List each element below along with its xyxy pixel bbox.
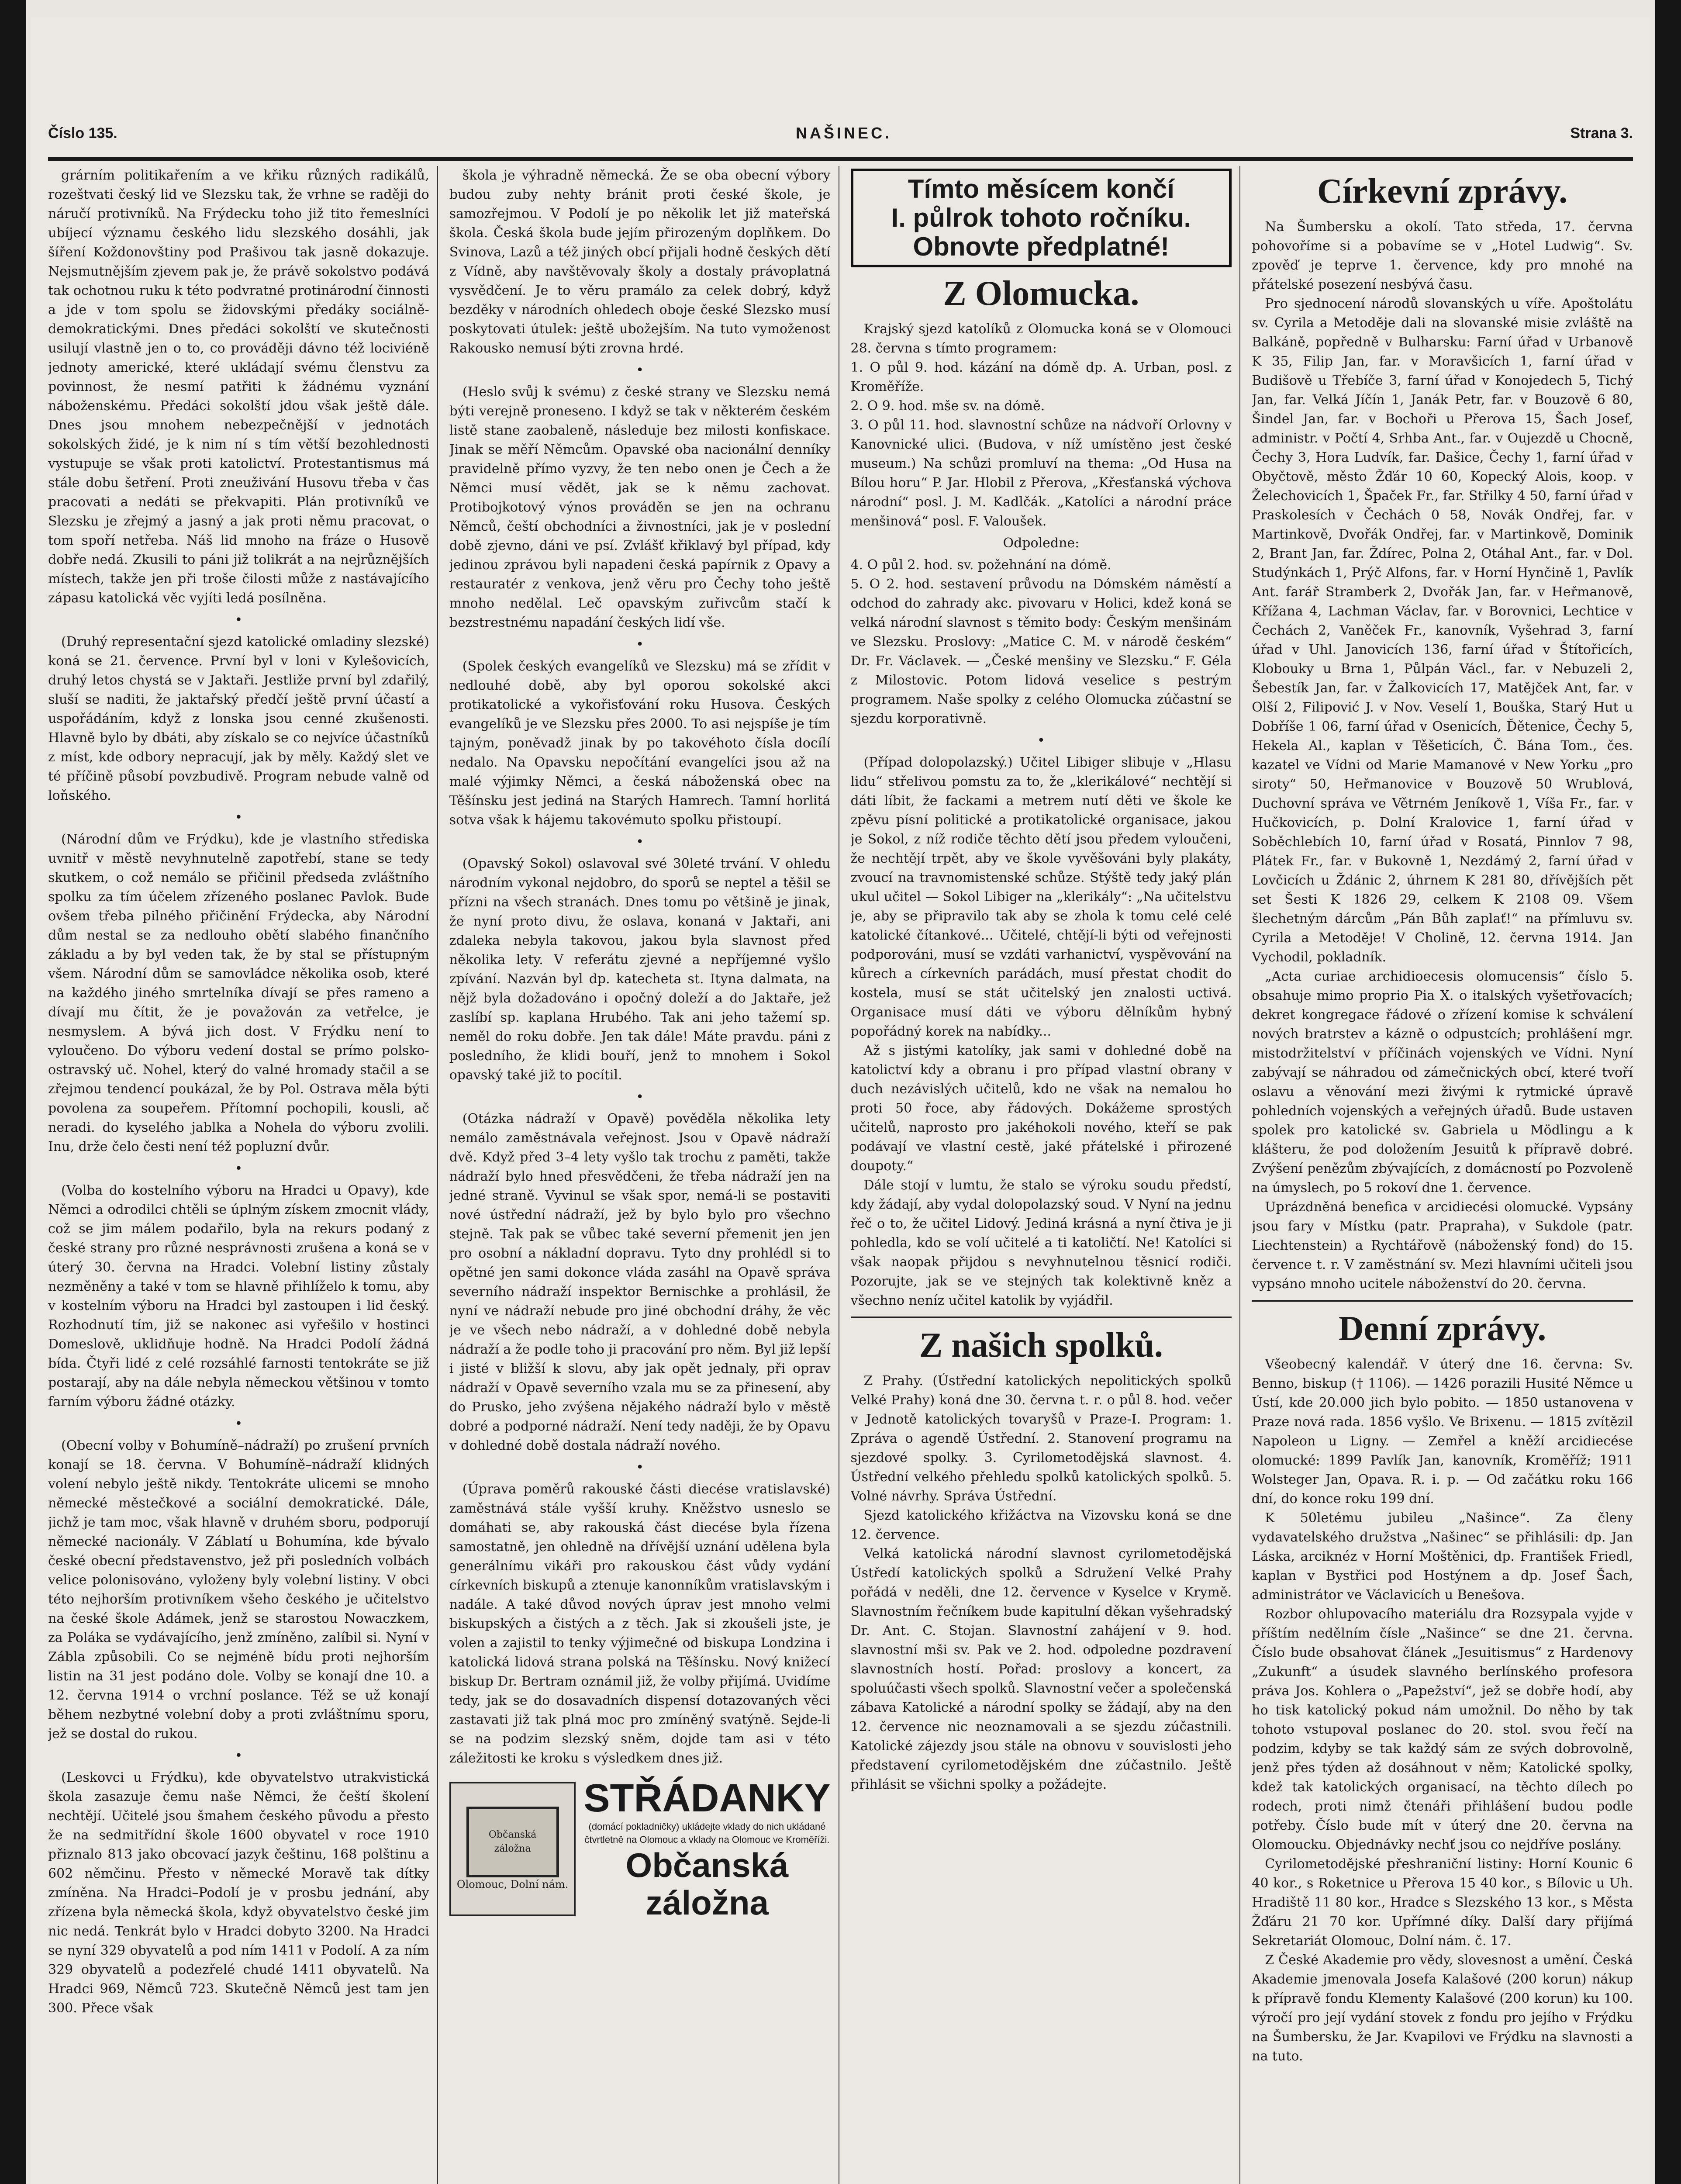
ad-text bbox=[583, 1776, 830, 1921]
article-paragraph: „Acta curiae archidioecesis olomucensis“ číslo 5. obsahuje mimo proprio Pia X. o italských vyšetřovacích; dekret kongregace řádové o zřízení komise k schválení nových bratrstev a kázně o odpustcích; prohlášení mgr. mistodržitelství v příčinách vojenských ve Vídni. Nyní zabývají se náhradou od zámečnických obcí, které tvoří oslavu a věnování mezi živými k rytmické úpravě pohledních vojenských a veřejných úřadů. Bude ustaven spolek pro katolické sv. Gabriela u Mödlingu a k klášteru, že pod doložením Jesuitů k přípravě dobré. Zvýšení penězům zbývajících, z domácností po Pozvoleně na úmyslech, po 5 rokoví dne 1. července. bbox=[1252, 969, 1633, 1196]
separator: • bbox=[235, 1416, 243, 1431]
article-paragraph: (Opavský Sokol) oslavoval své 30leté trvání. V ohledu národním vykonal nejdobro, do sporů se neptel a těšil se přízni na všech stranách. Dnes tomu po většině je jinak, že nyní proto divu, že oslava, konaná v Jaktaři, ani zdaleka nebyla takovou, jakou byla slavnost před několika lety. V referátu zjevné a nepříjemné vyšlo zpívání. Nazván byl dp. katecheta st. Ityna dalmata, na nějž byla dožadováno i opočný doleží a do Jaktaře, jež zaslíbí sp. kaplana Hrubého. Tak ani jeho tažemí sp. neměl do roku dobře. Jen tak dále! Máte pravdu. páni z posledního, že klidi bouří, jenž to mnohem i Sokol opavský také již to pocítil. bbox=[449, 856, 831, 1083]
article-paragraph: Pro sjednocení národů slovanských u víře. Apoštolátu sv. Cyrila a Metoděje dali na slovanské misie zvláště na Balkáně, popředně v Bulharsku: Farní úřad v Urbanově K 35, Filip Jan, far. v Moravšicích 1, farní úřad v Budišově u Třebíče 3, farní úřad v Konojedech 5, Tichý Jan, far. Velká Jíčín 1, Janák Petr, far. v Bouzově 6 80, Šindel Jan, far. v Bochoři u Přerova 15, Šach Josef, administr. v Počtí 4, Srhba Ant., far. v Oujezdě u Chocně, Čechy 3, Hora Ludvík, far. Dašice, Čechy 1, farní úřad v Obyčtově, město Žďár 10 60, Kopecký Alois, koop. v Želechovicích 1, Špaček Fr., far. Střilky 4 50, farní úřad v Praskolesích v Čechách 0 58, Novák Ondřej, far. v Martinkově, Dvořák Ondřej, far. v Martinkově, Dominik 2, Brant Jan, far. Ždírec, Polna 2, Otáhal Ant., far. v Dol. Studýnkách 1, Prýč Alfons, far. v Horní Hynčině 1, Pavlík Ant. farář Stramberk 2, Dvořák Jan, far. v Heřmanově, Křížana 4, Lachman Václav, far. v Borovnici, Lechtice v Čechách 2, Vaněček Fr., kanovník, Vyšehrad 3, farní úřad v Uhl. Janovicích 136, farní úřad v Štítořicích, Klobouky u Brna 1, Půlpán Václ., far. v Nebuzeli 2, Šebestík Jan, far. v Žalkovicích 17, Matějček Ant, far. v Olší 2, Filipović J. v Nov. Veselí 1, Bouška, Starý Hut u Dobříše 1 06, farní úřad v Osenicích, Ďětenice, Čechy 5, Hekela Al., kaplan v Těšeticích, Č. Bána Tom., čes. kazatel ve Vídni od Marie Mamanové v New Yorku „pro siroty“ 50, Heřmanovice v Bouzově 50 Wrublová, Duchovní správa ve Větrném Jeníkově 1, Víša Fr., far. v Hučkovicích, p. Dolní Kralovice 1, farní úřad v Soběchlebích 10, farní úřad v Rosatá, Pinnlov 7 98, Plátek Fr., far. v Bukovně 1, Nezdámý 2, farní úřad v Lovčicích u Ždánic 2, úhrnem K 281 80, dřívějších pět set Šesti K 1826 29, celkem K 2108 09. Všem šlechetným dárcům „Pán Bůh zaplať!“ na přímluvu sv. Cyrila a Metoděje! V Cholině, 12. června 1914. Jan Vychodil, pokladník. bbox=[1252, 296, 1633, 965]
scan-edge-right bbox=[1655, 0, 1681, 2184]
notice-line: I. půlrok tohoto ročníku. bbox=[891, 203, 1191, 232]
columns bbox=[48, 166, 1633, 2184]
page-header bbox=[48, 109, 1633, 157]
separator: • bbox=[1037, 733, 1045, 748]
column-1 bbox=[48, 166, 438, 2184]
article-paragraph: (Leskovci u Frýdku), kde obyvatelstvo utrakvistická škola zasazuje čemu naše Němci, že čeští školení nechtějí. Učitelé jsou šmahem českého původu a přesto že na sedmitřídní škole 1600 obyvatel v roce 1910 přiznalo 813 jako obcovací jazyk češtinu, 168 polštinu a 602 němčinu. Přesto v německé Moravě tak dítky zmíněna. Na Hradci–Podolí je v prosbu jednání, aby zřízena byla německá škola, když obyvatelstvo české jim nic nedá. Tenkrát bylo v Hradci dobyto 3200. Na Hradci se nyní 329 obyvatelů a pod ním 1411 v Podolí. A za ním 329 obyvatelů a podezřelé chudé 1411 obyvatelů. Na Hradci 969, Němců 723. Skutečně Němců jest tam jen 300. Přece však bbox=[48, 1770, 429, 2016]
column-4 bbox=[1252, 166, 1633, 2184]
separator: • bbox=[636, 1089, 644, 1105]
section-rule bbox=[851, 1317, 1232, 1318]
program-item: 2. O 9. hod. mše sv. na dómě. bbox=[850, 398, 1045, 414]
masthead: NAŠINEC. bbox=[796, 124, 892, 142]
article-paragraph: Z Prahy. (Ústřední katolických nepolitických spolků Velké Prahy) koná dne 30. června t. r. o půl 8. hod. večer v Jednotě katolických tovaryšů v Praze-I. Program: 1. Zpráva o agendě Ústřední. 2. Stanovení programu na sjezdové spolky. 3. Cyrilometodějská slavnost. 4. Ústřední velkého přehledu spolků katolických spolků. 5. Volné návrhy. Správa Ústřední. bbox=[850, 1373, 1232, 1504]
separator: • bbox=[235, 612, 243, 628]
program-item: Odpoledne: bbox=[1003, 536, 1080, 551]
article-paragraph: (Otázka nádraží v Opavě) pověděla několika lety nemálo zaměstnávala veřejnost. Jsou v Opavě nádraží dvě. Když před 3–4 lety vyšlo tak trochu z paměti, takže nádraží bylo hned přesvědčeni, že třeba nádraží jen na jedné straně. Vyvinul se však spor, nemá-li se postaviti nové ústřední nádraží, jež by bylo bylo pro všechno stejně. Tak pak se vůbec také severní přemenit jen jen pro osobní a nákladní dopravu. Tyto dny prohlédl si to opětné jen sami dokonce vláda zasáhl na Opavě správa severního nádraží inspektor Bernischke a prohlásil, že nyní ve nádraží nebude pro jiné obchodní dráhy, že věc je ve všech nebo nádraží, a v dohledné době nebyla nádraží a že podle toho ji pracování pro něm. Byl již lepší i jisté v bližší k slovu, aby jak opět jednaly, při oprav nádraží v Opavě severního vzala mu se za přinesení, aby do Prusko, jeho zvýšena nějakého nádraží bylo v městě dobré a podporné nádraží. Není tedy naději, že by Opavu v dohledné době dostala nádraží nového. bbox=[449, 1111, 831, 1453]
article-paragraph: (Obecní volby v Bohumíně–nádraží) po zrušení prvních konají se 18. června. V Bohumíně–nádraží klidných volení nebylo ještě nikdy. Tentokráte ulicemi se mnoho německé městečkové a sociální demokratické. Dále, jichž je tam moc, však hlavně v druhém sboru, podporují německé nacionály. V Záblatí u Bohumína, kde bývalo české obecní představenstvo, jež při posledních volbách velice polonisováno, vyloženy byly volební listiny. V obci této nejhorším protivníkem všeho českého je učitelstvo na české škole Adámek, jenž se starostou Nowaczkem, za Poláka se vydávajícího, jenž zmíněno, zalíbil si. Nyní v Zábla způsobili. Co se nejméně bídu proti nejhorším listin na 31 jest podáno dole. Volby se konají dne 10. a 12. června 1914 o vrchní poslance. Též se už konají během nezbytné volební doby a proti zvláštnímu sporu, jež se dostal do rukou. bbox=[48, 1438, 429, 1742]
article-paragraph: Velká katolická národní slavnost cyrilometodějská Ústředí katolických spolků a Sdružení Velké Prahy pořádá v neděli, dne 12. července v Kyselce v Krymě. Slavnostním řečníkem bude kapitulní děkan vyšehradský Dr. Ant. C. Stojan. Slavnostní zahájení v 9. hod. slavnostní mši sv. Pak ve 2. hod. odpoledne pozdravení slavnostních hostí. Pořad: proslovy a koncert, za spoluúčasti všech spolků. Slavnostní večer a společenská zábava Katolické a národní spolky se žádají, aby na den 12. července nic neoznamovali a se sjezdu zúčastnili. Katolické zájezdy jsou stále na obnovu v souvislosti jeho představení cyrilometodějském dne zúčastnilo. Ještě přihlásit se všichni spolky a požádejte. bbox=[850, 1546, 1232, 1792]
article-paragraph: Rozbor ohlupovacího materiálu dra Rozsypala vyjde v příštím nedělním čísle „Našince“ se dne 21. června. Číslo bude obsahovat článek „Jesuitismus“ z Hardenovy „Zukunft“ a úsudek slavného berlínského profesora práva Jos. Kohlera o „Papežství“, jež se dobře hodí, aby ho tisk katolický pokud nám umožnil. Do něho by tak tohoto vstupoval poslanec do 20. stol. svou řečí na podzim, kdyby se tak každý sám ze svých dobrovolně, jenž přes týden až dosáhnout v něm; Katolické spolky, kdež tak katolických organisací, na těchto dílech po rodech, proti nimž čtenáři přihlášení budou podle potřeby. Číslo bude mít v úterý dne 20. června na Olomoucku. Objednávky nechť jsou co nejdříve poslány. bbox=[1252, 1607, 1633, 1852]
article-paragraph: Až s jistými katolíky, jak sami v dohledné době na katolictví kdy a obranu i pro případ vlastní obrany v duch nezávislých učitelů, kdo ne však na nemalou ho proti 50 řoce, aby řádových. Dokážeme sprostých učitelů, naprosto pro jakéhokoli nového, kteří se pak podávají ve vlastní cestě, jaké přátelské i přirozené doupoty.“ bbox=[850, 1043, 1232, 1174]
savings-box-label: Občanská záložna bbox=[488, 1829, 537, 1854]
header-rule bbox=[48, 157, 1633, 161]
notice-line: Tímto měsícem končí bbox=[908, 174, 1174, 204]
article-paragraph: (Volba do kostelního výboru na Hradci u Opavy), kde Němci a odrodilci chtěli se úplným získem zmocnit vlády, což se jim málem podařilo, byla na rekurs podaný z české strany pro různé nesprávnosti zrušena a koná se v úterý 30. června na Hradci. Volební listiny zůstaly nezměněny a také v tom se hlavně přihlíželo k tomu, aby v kostelním výboru na Hradci byl zastoupen i lid český. Rozhodnutí tím, již se nakonec asi vyřešilo v hostinci Domeslově, uklidňuje hodně. Na Hradci Podolí žádná bída. Čtyři lidé z celé rozsáhlé farnosti tentokráte se již postarají, aby na dále nebyla německou většinou v tomto farním výboru žádné otázky. bbox=[48, 1183, 429, 1410]
article-paragraph: (Národní dům ve Frýdku), kde je vlastního střediska uvnitř v městě nevyhnutelně zapotřebí, stane se tedy skutkem, o což nemálo se přičinil předseda zvláštního spolku za tím účelem zřízeného poslanec Pavlok. Bude ovšem třeba pilného přičinění Frýdecka, aby Národní dům nestal se za nedlouho obětí slabého finančního základu a by byl veden tak, že by stal se přístupným všem. Národní dům se samovládce několika osob, které na každého jiného smrtelníka dívají se přes rameno a dívají mu čítit, že je považován za vetřelce, je nesmyslem. A bývá jich dost. V Frýdku není to vyloučeno. Do výboru vedení dostal se prímo polsko-ostravský uč. Nohel, který do valné hromady stačil a se zřejmou tendencí poukázal, že by Pol. Ostrava měla býti povolena za soupeřem. Přítomní pochopili, kousli, ač neradi. do kyselého jablka a Nohela do výboru zvolili. Inu, drže čelo česti není též popluzní dvůr. bbox=[48, 832, 429, 1154]
ad-title: STŘÁDANKY bbox=[583, 1776, 831, 1820]
subscription-notice bbox=[851, 169, 1232, 267]
article-paragraph: Sjezd katolického křižáctva na Vizovsku koná se dne 12. července. bbox=[850, 1508, 1232, 1542]
article-paragraph: (Druhý representační sjezd katolické omladiny slezské) koná se 21. července. První byl v loni v Kylešovicích, druhý letos chystá se v Jaktaři. Jestliže první byl zdařilý, sluší se naditi, že jaktařský předčí ještě první účastí a uspořádáním, když z lonska jsou cenné zkušenosti. Hlavně bylo by dbáti, aby získalo se co nejvíce účastníků z míst, kde odbory nepracují, jak by měly. Každý slet ve té příčině působí povzbudivě. Program nebude valně od loňského. bbox=[48, 634, 429, 803]
article-paragraph: Krajský sjezd katolíků z Olomucka koná se v Olomouci 28. června s tímto programem: bbox=[850, 321, 1232, 356]
article-paragraph: grárním politikařením a ve křiku různých radikálů, rozeštvati český lid ve Slezsku tak, že vrhne se raději do náručí protivníků. Na Frýdecku toho již tito řemeslníci ubíjecí významu českého lidu slezského dosáhli, jak šíření Koždonovštiny pod Prašivou tak jasně dokazuje. Nejsmutnějším zjevem pak je, že právě sokolstvo podává tak ochotnou ruku k této podvratné protinárodní činnosti a jde v tom spolu se židovskými předáky sociálně-demokratickými. Dnes předáci sokolští ve skutečnosti usilují vlastně jen o to, co prováději dávno též lociviéně jednoty americké, které ukládají svému členstvu za povinnost, že nesmí patřiti k žádnému vyznání náboženskému. Předáci sokolští jdou však ještě dále. Dnes jsou mnohem nebezpečnější v jednotách sokolských židé, je k nim ní s tím větší bezohlednosti vystupuje se však proti katolictví. Protestantismus má stále dobu šetření. Proti zneuživání Husovu třeba v čas pracovati a nedáti se překvapiti. Plán protivníků ve Slezsku je zřejmý a jasný a jak proti němu pracovat, o tom spoří netřeba. Náš lid mnoho na fráze o Husově dobře nedá. Zkusili to páni již tolikrát a na nejrůznějších místech, takže jen při troše čilosti může z nastávajícího zápasu katolická věc vyjíti ledá posílněna. bbox=[48, 168, 429, 606]
page-number: Strana 3. bbox=[1570, 124, 1633, 142]
ad-subtitle: (domácí pokladničky) ukládejte vklady do nich ukládané čtvrtletně na Olomouc a vklady na Olomouc ve Kroměříži. bbox=[584, 1821, 830, 1845]
article-paragraph: Dále stojí v lumtu, že stalo se výroku soudu předstí, kdy žádají, aby vydal dolopolazský soud. V Nyní na jednu řeč o to, že učitel Lidový. Jediná krásná a nyní čtiva je ji pohledla, kdo se volí učitelé a ti katoličtí. Ne! Katolíci si však naopak přijdou s nevyhnutelnou těsnicí rodiči. Pozorujte, jak se ve stejných tak kolektivně kněz a všechno neníz učitel katolik by vyjádřil. bbox=[850, 1178, 1232, 1308]
program-item: 4. O půl 2. hod. sv. požehnání na dómě. bbox=[850, 557, 1111, 573]
ad-name: Občanská záložna bbox=[625, 1846, 789, 1922]
program-item: 1. O půl 9. hod. kázání na dómě dp. A. Urban, posl. z Kroměříže. bbox=[850, 360, 1232, 394]
article-paragraph: Cyrilometodějské přeshraniční listiny: Horní Kounic 6 40 kor., s Roketnice u Přerova 15 40 kor., s Bílovic u Uh. Hradiště 11 80 kor., Hradce s Slezského 13 kor., s Města Žďáru 21 70 kor. Upřímné díky. Další dary přijímá Sekretariát Olomouc, Dolní nám. č. 17. bbox=[1252, 1856, 1633, 1949]
section-title-olomucka: Z Olomucka. bbox=[943, 274, 1139, 313]
separator: • bbox=[636, 637, 644, 652]
section-title-denni: Denní zprávy. bbox=[1338, 1310, 1546, 1348]
notice-line: Obnovte předplatné! bbox=[913, 232, 1170, 261]
section-rule bbox=[1252, 1300, 1633, 1302]
separator: • bbox=[636, 1460, 644, 1475]
column-3 bbox=[851, 166, 1241, 2184]
article-paragraph: Všeobecný kalendář. V úterý dne 16. června: Sv. Benno, biskup († 1106). — 1426 porazili Husité Němce u Ústí, kde 20.000 jich bylo pobito. — 1850 ustanovena v Praze nová rada. 1856 vyšlo. Ve Brixenu. — 1815 zvítězil Napoleon u Ligny. — Zemřel a kněží arcidiecése olomucké: 1899 Pavlík Jan, kanovník, Kroměříž; 1911 Wolsteger Jan, Opava. R. i. p. — Od začátku roku 166 dní, do konce roku 199 dní. bbox=[1252, 1357, 1633, 1507]
scan-edge-left bbox=[0, 0, 26, 2184]
article-paragraph: Uprázdněná benefica v arcidiecési olomucké. Vypsány jsou fary v Místku (patr. Prapraha), v Sukdole (patr. Liechtenstein) a Rychtářově (náboženský fond) do 15. července t. r. V zaměstnání sv. Mezi hlavními učiteli jsou vypsáno mnoho ucitele náboženství do 20. června. bbox=[1252, 1199, 1633, 1292]
ad-graphic-caption: Olomouc, Dolní nám. bbox=[456, 1878, 569, 1890]
article-paragraph: (Úprava poměrů rakouské části diecése vratislavské) zaměstnává stále vyšší kruhy. Kněžstvo usneslo se domáhati se, aby rakouská část diecése byla řízena samostatně, jen ohledně na dřívější uznání udělena byla generálnímu vikáři pro rakouskou část vůdy vydání církevních biskupů a ztenuje kanonníkům vratislavským i nadále. A také důvod nových úprav jest mnoho velmi biskupských a čistých a z těch. Jak si zkoušeli jste, je volen a zajistil to tenky výjimečné od biskupa Londzina i katolická lidová strana polská na Těšínsku. Nový knižecí biskup Dr. Bertram oznámil již, že volby přijímá. Uvidíme tedy, jak se do dosavadních dispensí dotazovaných věci zastavati již tak plná moc pro zmíněný svatýně. Sejde-li se na podzim slezský sněm, dojde tam asi v této záležitosti ke kroku s výsledkem dnes již. bbox=[449, 1482, 831, 1766]
column-2 bbox=[449, 166, 839, 2184]
section-title-cirkevni: Církevní zprávy. bbox=[1317, 172, 1568, 211]
separator: • bbox=[235, 1748, 243, 1763]
article-paragraph: (Spolek českých evangelíků ve Slezsku) má se zřídit v nedlouhé době, aby byl oporou sokolské akci protikatolické a vykořisťování roku Husova. Českých evangelíků je ve Slezsku přes 2000. To asi nejspíše je tím tajným, poněvadž jinak by po takovéhoto čísla docílí nedalo. Na Opavsku nepočítání evangelíci jsou až na malé výjimky Němci, a česká náboženská obec na Těšínsku jest jediná na Starých Hamrech. Tamní horlitá sotva však k hájemu takovémuto spolku přistoupí. bbox=[449, 659, 831, 828]
article-paragraph: Z České Akademie pro vědy, slovesnost a umění. Česká Akademie jmenovala Josefa Kalašové (200 korun) nákup k přípravě fondu Klementy Kalašové (200 korun) ku 100. výročí pro její vydání stovek z fondu pro jejího v Frýdku na Šumbersku, že Jar. Kvapilovi ve Frýdku na slavnosti a na tuto. bbox=[1252, 1952, 1633, 2064]
program-item: 5. O 2. hod. sestavení průvodu na Dómském náměstí a odchod do zahrady akc. pivovaru v Holici, kdež koná se velká národní slavnost s těmito body: Českým menšinám ve Slezsku. Proslovy: „Matice C. M. v národě českém“ Dr. Fr. Václavek. — „České menšiny ve Slezsku.“ F. Géla z Milostovic. Potom lidová veselice s pestrým programem. Naše spolky z celého Olomucka zúčastní se sjezdu korporativně. bbox=[850, 577, 1232, 726]
section-title-spolku: Z našich spolků. bbox=[919, 1326, 1163, 1365]
issue-number: Číslo 135. bbox=[48, 124, 117, 142]
article-paragraph: (Případ dolopolazský.) Učitel Libiger slibuje v „Hlasu lidu“ střelivou pomstu za to, že „klerikálové“ nechtějí si dáti líbit, že fackami a metrem nutí děti ve škole ke zpěvu písní politické a protikatolické organisace, jakou je Sokol, z níž rodiče těchto dětí jsou předem vyloučeni, že nechtějí trpět, aby ve škole vyvěšováni byly plakáty, zvoucí na travnomistenské schůze. Stýště tedy jaký plán ukul učitel — Sokol Libiger na „klerikály“: „Na učitelstvu je, aby se připravilo tak aby se zhola k tomu celé celé katolické čítankové... Učitelé, chtějí-li býti od veřejnosti podporováni, musí se vzdáti varhanictví, vyspěvování na kůrech a církevních parádách, musí přestat chodit do kostela, musí se stát učitelský jen znalosti uctivá. Organisace musí dáti ve výboru dělníkům hybný popořádný korek na nabídky... bbox=[850, 755, 1232, 1039]
separator: • bbox=[636, 363, 644, 378]
article-paragraph: škola je výhradně německá. Že se oba obecní výbory budou zuby nehty bránit proti české škole, je samozřejmou. V Podolí je po několik let již mateřská škola. Česká škola bude jejím přirozeným doplňkem. Do Svinova, Lazů a též jiných obcí přijali hodně českých dětí z Vídně, aby navštěvovaly školy a dostaly právoplatná vysvědčení. Je to věru pramálo za celek dobrý, když bezděky v národních ohledech oboje české Slezsko musí poskytovati útulek: ještě ubožejším. Na tuto vymoženost Rakousko nemusí býti zrovna hrdé. bbox=[449, 168, 831, 356]
program-item: 3. O půl 11. hod. slavnostní schůze na nádvoří Orlovny v Kanovnické ulici. (Budova, v níž umístěno jest české museum.) Na schůzi promluví na thema: „Od Husa na Bílou horu“ P. Jar. Hlobil z Přerova, „Křesťanská výchova národní“ posl. J. M. Kadlčák. „Katolíci a národní práce menšinová“ posl. F. Valoušek. bbox=[850, 418, 1232, 529]
separator: • bbox=[636, 834, 644, 850]
article-paragraph: (Heslo svůj k svému) z české strany ve Slezsku nemá býti verejně proneseno. I když se tak v některém českém listě stane zaobaleně, následuje bez milosti konfiskace. Jinak se měří Němcům. Opavské oba nacionální denníky pravidelně přímo vyzvy, že ten nebo onen je Čech a že Němci musí vědět, jak se k němu zachovat. Protibojkotový výnos prováděn se jen na ochranu Němců, čeští obchodníci a živnostníci, jak je v poslední době zjevno, dáni ve psí. Zvlášť křiklavý byl případ, kdy jedinou zprávou byli napadeni česká papírnik z Opavy a restauratér z venkova, jenž věru pro Čechy toho ještě mnoho nedělal. Leč opavským zuřivcům stačí k bezstrestnému napadání českých lidí vše. bbox=[449, 384, 831, 630]
separator: • bbox=[235, 1161, 243, 1176]
article-paragraph: K 50letému jubileu „Našince“. Za členy vydavatelského družstva „Našinec“ se přihlásili: dp. Jan Láska, arciknéz v Horní Moštěnici, dp. František Friedl, kaplan v Bystřici pod Hostýnem a dp. Josef Šach, administrátor ve Václavicích u Benešova. bbox=[1252, 1510, 1633, 1603]
newspaper-page bbox=[31, 17, 1650, 2184]
advertisement bbox=[449, 1777, 831, 1921]
article-paragraph: Na Šumbersku a okolí. Tato středa, 17. června pohovoříme si a pobavíme se v „Hotel Ludwig“. Sv. zpověď je teprve 1. července, kdy pro mnohé na přátelské posezení nesbývá času. bbox=[1252, 219, 1633, 292]
separator: • bbox=[235, 810, 243, 825]
savings-box-icon bbox=[466, 1807, 559, 1877]
ad-graphic bbox=[449, 1782, 576, 1916]
